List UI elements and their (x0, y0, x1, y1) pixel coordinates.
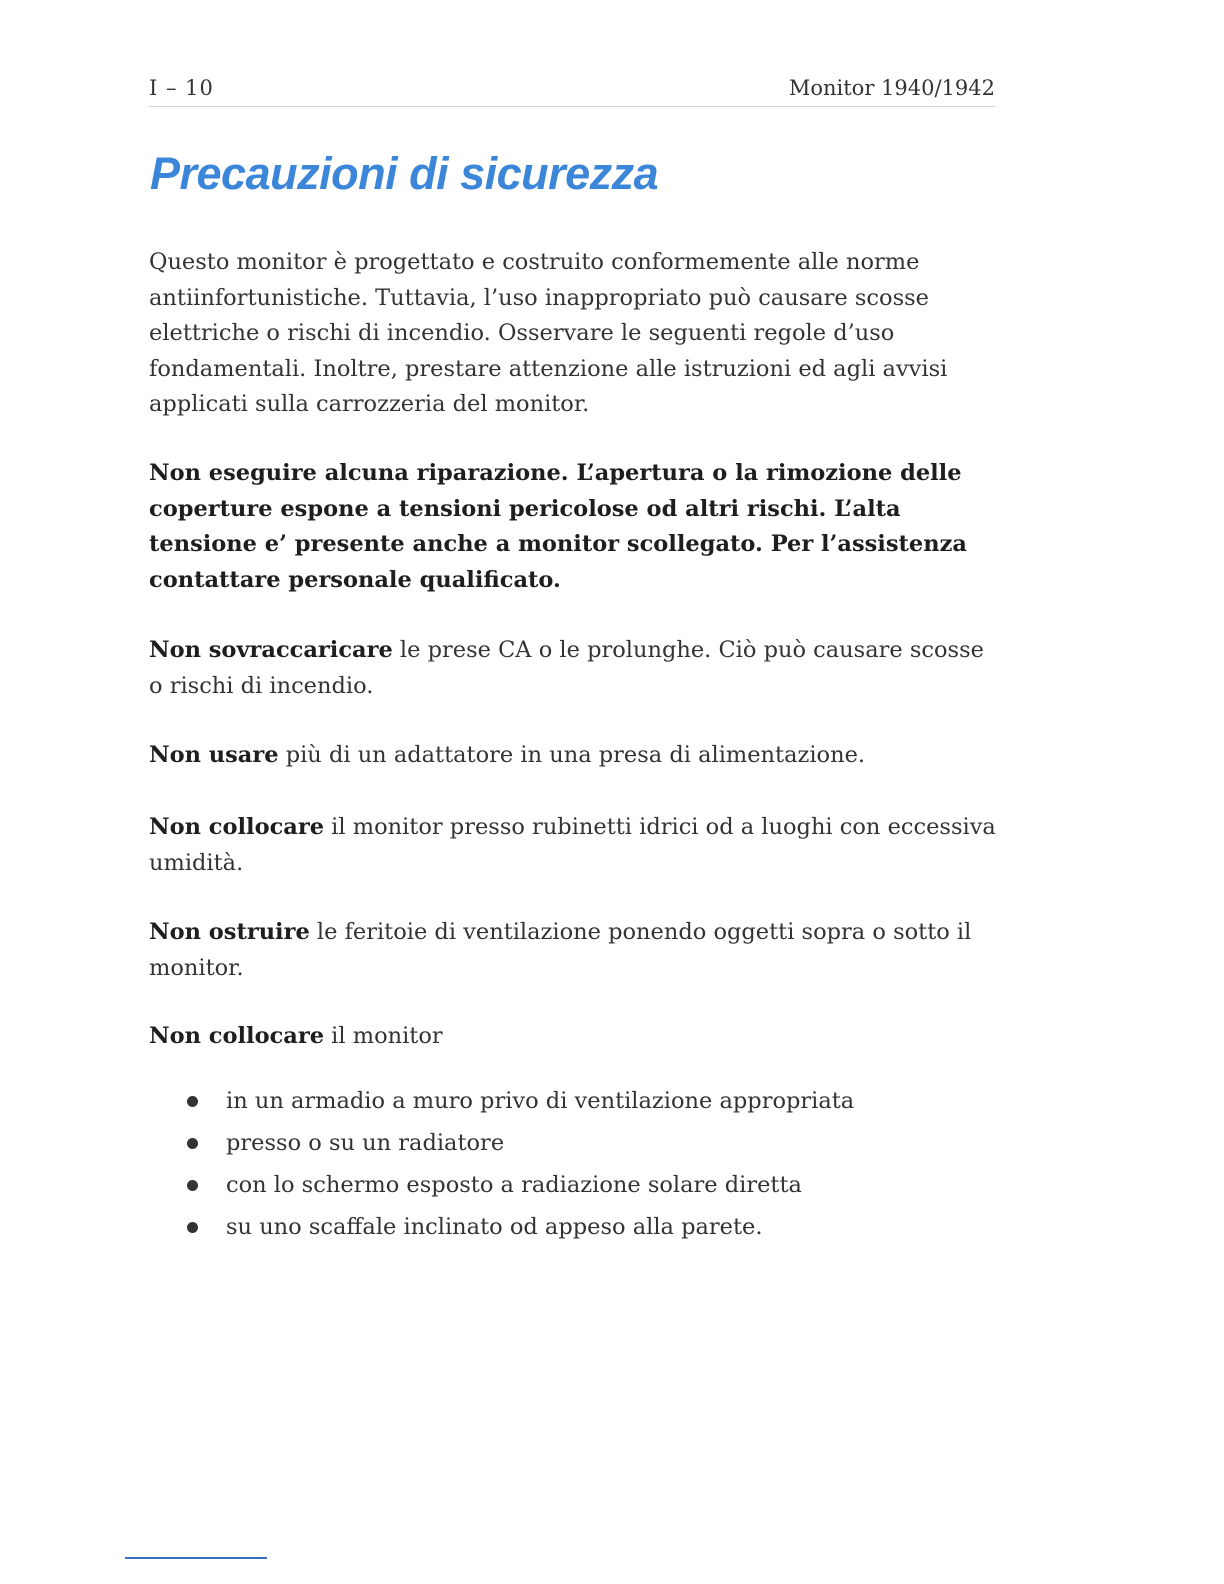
placement-list (185, 1083, 854, 1251)
rule-text: più di un adattatore in una presa di alimentazione. (278, 742, 866, 768)
list-item (185, 1209, 854, 1251)
rule-lead: Non ostruire (149, 919, 310, 945)
list-item-text: presso o su un radiatore (226, 1130, 505, 1156)
intro-paragraph: Questo monitor è progettato e costruito conformemente alle norme antiinfortunistiche. Tuttavia, l’uso inappropriato può causare scosse elettriche o rischi di incendio. Osservare le seguenti regole d’uso fondamentali. Inoltre, prestare attenzione alle istruzioni ed agli avvisi applicati sulla carrozzeria del monitor. (149, 249, 948, 417)
bullet-icon (187, 1138, 198, 1149)
list-item-text: su uno scaffale inclinato od appeso alla parete. (226, 1214, 763, 1240)
rule-text: le feritoie di ventilazione ponendo oggetti sopra o sotto il monitor. (149, 919, 972, 981)
document-title: Monitor 1940/1942 (788, 76, 995, 100)
rule-lead: Non collocare (149, 814, 325, 840)
bullet-icon (187, 1180, 198, 1191)
rule-lead: Non sovraccaricare (149, 637, 393, 663)
rule-text: il monitor (324, 1023, 443, 1049)
rule-no-obstruct-vents (149, 915, 999, 986)
list-item-text: con lo schermo esposto a radiazione solare diretta (226, 1172, 802, 1198)
rule-no-humidity (149, 810, 999, 881)
rule-lead: Non usare (149, 742, 279, 768)
warning-paragraph: Non eseguire alcuna riparazione. L’apertura o la rimozione delle coperture espone a tensioni pericolose od altri rischi. L’alta tensione e’ presente anche a monitor scollegato. Per l’assistenza contattare personale qualificato. (149, 460, 967, 593)
rule-lead: Non collocare (149, 1023, 325, 1049)
page-number: I – 10 (149, 76, 214, 100)
footnote-divider (125, 1557, 267, 1559)
list-item (185, 1167, 854, 1209)
section-title: Precauzioni di sicurezza (150, 148, 659, 199)
list-item (185, 1083, 854, 1125)
bullet-icon (187, 1096, 198, 1107)
rule-placement (149, 1019, 999, 1055)
page-header (149, 72, 995, 107)
rule-text: le prese CA o le prolunghe. Ciò può causare scosse o rischi di incendio. (149, 637, 984, 699)
bullet-icon (187, 1222, 198, 1233)
list-item (185, 1125, 854, 1167)
list-item-text: in un armadio a muro privo di ventilazione appropriata (226, 1088, 855, 1114)
rule-single-adapter (149, 738, 999, 774)
rule-text: il monitor presso rubinetti idrici od a luoghi con eccessiva umidità. (149, 814, 996, 876)
rule-no-overload (149, 633, 999, 704)
